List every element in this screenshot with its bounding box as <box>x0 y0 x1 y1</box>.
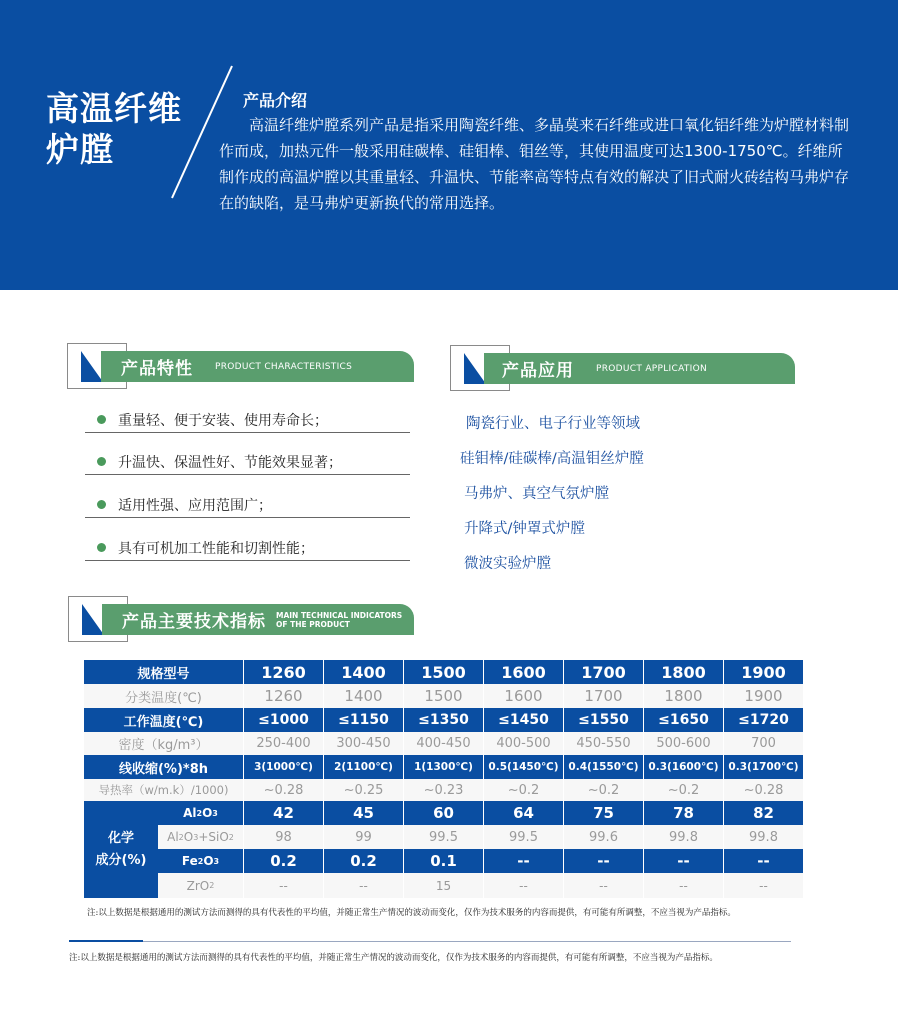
table-cell: 2(1100℃) <box>324 755 404 779</box>
table-cell: 0.5(1450℃) <box>484 755 564 779</box>
table-note: 注:以上数据是根据通用的测试方法而测得的具有代表性的平均值，并随正常生产情况的波动而变化，仅作为技术服务的内容而提供，有可能有所调整，不应当视为产品指标。 <box>87 908 736 918</box>
table-cell: 99.8 <box>724 825 804 849</box>
table-row-thermal <box>84 779 804 801</box>
table-cell: -- <box>724 873 804 898</box>
feature-text: 具有可机加工性能和切割性能； <box>118 540 314 557</box>
section-title-cn: 产品主要技术指标 <box>122 612 266 632</box>
feature-text: 重量轻、便于安装、使用寿命长； <box>118 412 328 429</box>
application-item: 陶瓷行业、电子行业等领域 <box>466 416 640 432</box>
table-cell: 42 <box>244 801 324 825</box>
table-cell: -- <box>644 849 724 873</box>
table-cell: ≤1720 <box>724 708 804 732</box>
table-cell: 99.8 <box>644 825 724 849</box>
table-cell: 1400 <box>324 684 404 708</box>
header-banner <box>0 0 898 290</box>
table-cell: 1600 <box>484 684 564 708</box>
bullet-icon <box>97 500 106 509</box>
table-cell: 500-600 <box>644 732 724 755</box>
table-cell: -- <box>644 873 724 898</box>
section-bar <box>484 353 795 384</box>
table-cell: 1700 <box>564 684 644 708</box>
table-cell: 99.5 <box>484 825 564 849</box>
table-cell: ~0.28 <box>724 779 804 801</box>
table-cell: 98 <box>244 825 324 849</box>
bullet-icon <box>97 543 106 552</box>
table-cell: ~0.25 <box>324 779 404 801</box>
section-bar <box>102 604 414 635</box>
row-label: 规格型号 <box>84 660 244 684</box>
table-cell: 0.1 <box>404 849 484 873</box>
table-cell: 78 <box>644 801 724 825</box>
table-cell: ≤1150 <box>324 708 404 732</box>
section-bar <box>101 351 414 382</box>
application-item: 马弗炉、真空气氛炉膛 <box>464 486 609 502</box>
table-row-class-temp <box>84 684 804 708</box>
feature-item <box>85 492 410 518</box>
row-label: 导热率（w/m.k）/1000) <box>84 779 244 801</box>
table-cell: ≤1650 <box>644 708 724 732</box>
bullet-icon <box>97 415 106 424</box>
table-row-shrink <box>84 755 804 779</box>
table-cell: ~0.23 <box>404 779 484 801</box>
table-cell: 1900 <box>724 660 804 684</box>
table-cell: 1800 <box>644 660 724 684</box>
application-item: 微波实验炉膛 <box>464 556 551 572</box>
table-cell: 1500 <box>404 684 484 708</box>
table-cell: -- <box>724 849 804 873</box>
table-cell: -- <box>484 849 564 873</box>
row-label: 分类温度(℃) <box>84 684 244 708</box>
chem-label-line-1: 化学 <box>107 830 134 846</box>
table-cell: ≤1350 <box>404 708 484 732</box>
row-label: Fe 2 O 3 <box>84 849 244 873</box>
table-cell: ~0.2 <box>644 779 724 801</box>
table-cell: 0.2 <box>324 849 404 873</box>
bullet-icon <box>97 457 106 466</box>
title-line-1: 高温纤维 <box>46 89 182 128</box>
table-cell: ~0.28 <box>244 779 324 801</box>
table-cell: 1400 <box>324 660 404 684</box>
table-cell: 450-550 <box>564 732 644 755</box>
table-cell: 700 <box>724 732 804 755</box>
table-cell: ~0.2 <box>484 779 564 801</box>
table-cell: 0.2 <box>244 849 324 873</box>
table-cell: -- <box>484 873 564 898</box>
title-line-2: 炉膛 <box>46 130 114 169</box>
table-cell: 1900 <box>724 684 804 708</box>
section-header-characteristics <box>67 343 414 389</box>
table-cell: 99.6 <box>564 825 644 849</box>
table-cell: ≤1450 <box>484 708 564 732</box>
section-title-en: PRODUCT CHARACTERISTICS <box>215 361 353 372</box>
feature-text: 升温快、保温性好、节能效果显著； <box>118 454 342 471</box>
table-cell: 250-400 <box>244 732 324 755</box>
table-cell: 400-500 <box>484 732 564 755</box>
table-cell: -- <box>564 849 644 873</box>
section-title-en <box>276 611 402 629</box>
table-cell: ≤1000 <box>244 708 324 732</box>
intro-heading: 产品介绍 <box>243 91 308 110</box>
table-cell: -- <box>324 873 404 898</box>
feature-item <box>85 449 410 475</box>
table-row-models <box>84 660 804 684</box>
table-cell: 1600 <box>484 660 564 684</box>
table-cell: 300-450 <box>324 732 404 755</box>
table-cell: 99.5 <box>404 825 484 849</box>
table-cell: 400-450 <box>404 732 484 755</box>
table-cell: ≤1550 <box>564 708 644 732</box>
table-cell: 0.4(1550℃) <box>564 755 644 779</box>
section-title-cn: 产品特性 <box>121 359 193 379</box>
table-cell: 1800 <box>644 684 724 708</box>
table-row-fe2o3 <box>84 849 804 873</box>
application-item: 硅钼棒/硅碳棒/高温钼丝炉膛 <box>460 451 644 467</box>
table-cell: -- <box>564 873 644 898</box>
table-cell: 99 <box>324 825 404 849</box>
divider-line <box>69 941 791 942</box>
table-row-zro2 <box>84 873 804 898</box>
section-title-cn: 产品应用 <box>502 361 574 381</box>
table-cell: 82 <box>724 801 804 825</box>
table-cell: 1(1300℃) <box>404 755 484 779</box>
section-title-en-line-1: MAIN TECHNICAL INDICATORS <box>276 610 403 620</box>
section-header-application <box>450 345 795 391</box>
feature-item <box>85 535 410 561</box>
table-cell: 1260 <box>244 684 324 708</box>
feature-text: 适用性强、应用范围广； <box>118 497 272 514</box>
table-cell: 1500 <box>404 660 484 684</box>
table-cell: 0.3(1700℃) <box>724 755 804 779</box>
table-cell: 75 <box>564 801 644 825</box>
row-label: Al 2 O 3 +SiO 2 <box>84 825 244 849</box>
table-cell: 1260 <box>244 660 324 684</box>
row-label: ZrO 2 <box>84 873 244 898</box>
table-cell: 60 <box>404 801 484 825</box>
table-cell: 15 <box>404 873 484 898</box>
page-title <box>46 88 182 170</box>
chem-composition-label <box>84 801 158 898</box>
section-title-en-line-2: OF THE PRODUCT <box>276 619 350 629</box>
row-label: Al 2 O 3 <box>84 801 244 825</box>
footer-note: 注:以上数据是根据通用的测试方法而测得的具有代表性的平均值，并随正常生产情况的波动而变化，仅作为技术服务的内容而提供，有可能有所调整，不应当视为产品指标。 <box>69 953 718 963</box>
table-cell: 0.3(1600℃) <box>644 755 724 779</box>
table-cell: 3(1000℃) <box>244 755 324 779</box>
table-cell: 45 <box>324 801 404 825</box>
feature-item <box>85 407 410 433</box>
table-cell: ~0.2 <box>564 779 644 801</box>
intro-paragraph: 高温纤维炉膛系列产品是指采用陶瓷纤维、多晶莫来石纤维或进口氧化铝纤维为炉膛材料制作而成，加热元件一般采用硅碳棒、硅钼棒、钼丝等，其使用温度可达1300-1750℃。纤维所制作成的高温炉膛以其重量轻、升温快、节能率高等特点有效的解决了旧式耐火砖结构马弗炉存在的缺陷，是马弗炉更新换代的常用选择。 <box>219 116 850 212</box>
row-label: 工作温度(℃) <box>84 708 244 732</box>
row-label: 线收缩(%)*8h <box>84 755 244 779</box>
table-cell: 1700 <box>564 660 644 684</box>
section-title-en: PRODUCT APPLICATION <box>596 363 708 374</box>
table-row-density <box>84 732 804 755</box>
table-cell: -- <box>244 873 324 898</box>
divider-accent <box>69 940 143 942</box>
spec-table <box>84 660 804 898</box>
table-row-al2o3 <box>84 801 804 825</box>
application-item: 升降式/钟罩式炉膛 <box>464 521 585 537</box>
table-cell: 64 <box>484 801 564 825</box>
row-label: 密度（kg/m³） <box>84 732 244 755</box>
table-row-al2o3-sio2 <box>84 825 804 849</box>
table-row-work-temp <box>84 708 804 732</box>
section-header-indicators <box>68 596 414 642</box>
chem-label-line-2: 成分(%) <box>95 852 147 868</box>
